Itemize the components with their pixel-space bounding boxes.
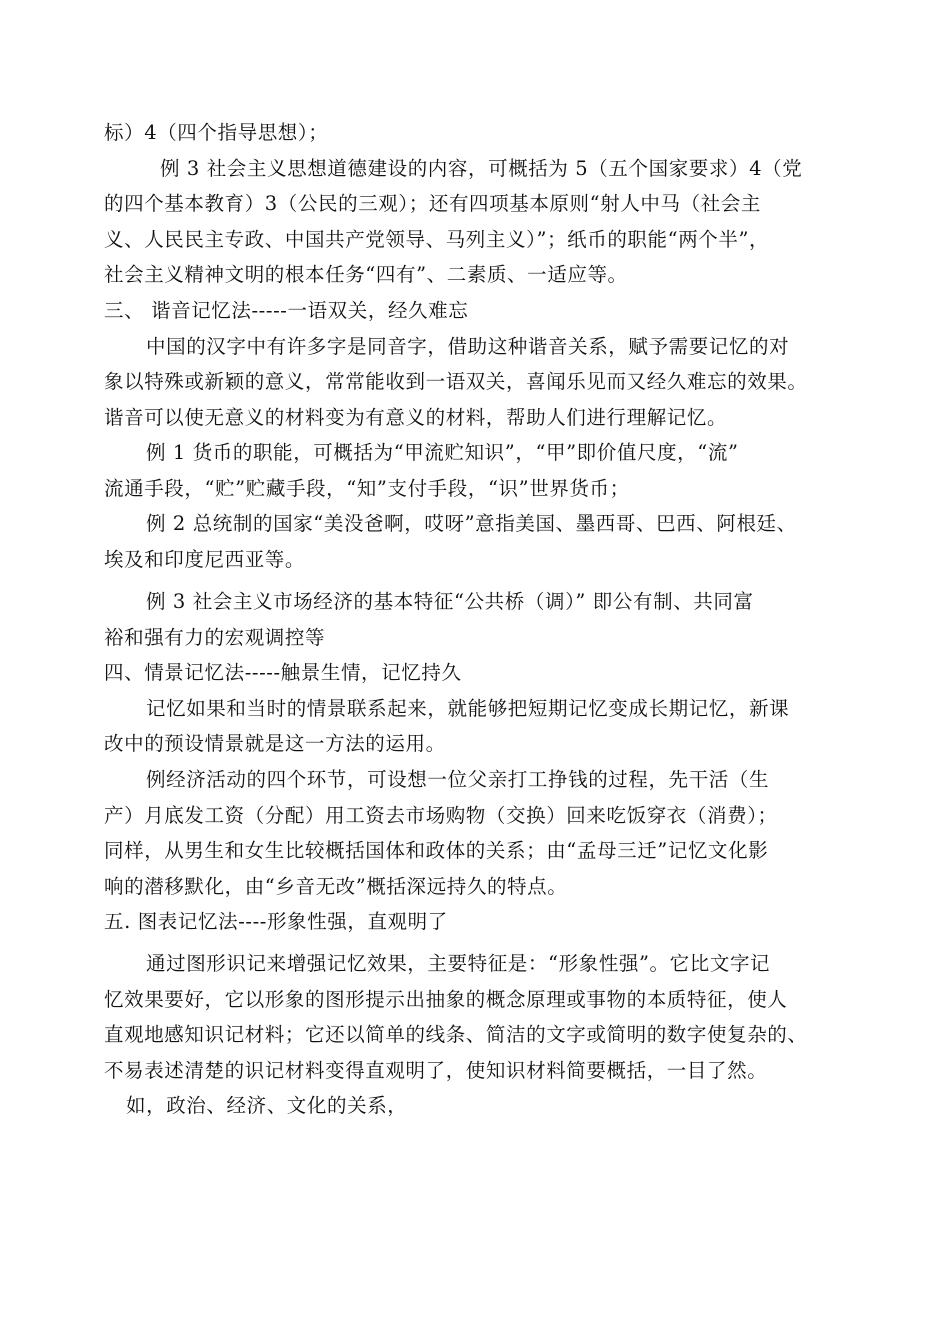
text-line: 谐音可以使无意义的材料变为有意义的材料，帮助人们进行理解记忆。 (104, 406, 728, 429)
text-line: 的四个基本教育）3（公民的三观）；还有四项基本原则“射人中马（社会主 (104, 192, 762, 215)
text-line: 埃及和印度尼西亚等。 (104, 548, 306, 571)
text-line: 流通手段，“贮”贮藏手段，“知”支付手段，“识”世界货币； (104, 477, 630, 500)
text-line: 例 1 货币的职能，可概括为“甲流贮知识”，“甲”即价值尺度，“流” (146, 441, 739, 464)
section-heading: 三、 谐音记忆法-----一语双关，经久难忘 (104, 299, 469, 322)
text-line: 改中的预设情景就是这一方法的运用。 (104, 732, 446, 755)
section-heading: 五. 图表记忆法----形象性强，直观明了 (104, 910, 448, 933)
text-line: 裕和强有力的宏观调控等 (104, 626, 326, 649)
text-line: 通过图形识记来增强记忆效果，主要特征是：“形象性强”。它比文字记 (146, 952, 771, 975)
text-line: 响的潜移默化，由“乡音无改”概括深远持久的特点。 (104, 875, 568, 898)
text-line: 义、人民民主专政、中国共产党领导、马列主义）”；纸币的职能“两个半”， (104, 228, 770, 251)
text-line: 同样，从男生和女生比较概括国体和政体的关系；由“孟母三迁”记忆文化影 (104, 839, 769, 862)
section-heading: 四、情景记忆法-----触景生情，记忆持久 (104, 661, 462, 684)
text-line: 社会主义精神文明的根本任务“四有”、二素质、一适应等。 (104, 263, 628, 286)
text-line: 不易表述清楚的识记材料变得直观明了，使知识材料简要概括，一目了然。 (104, 1059, 768, 1082)
text-line: 记忆如果和当时的情景联系起来，就能够把短期记忆变成长期记忆，新课 (146, 697, 790, 720)
text-line: 忆效果要好，它以形象的图形提示出抽象的概念原理或事物的本质特征，使人 (104, 988, 788, 1011)
text-line: 例 3 社会主义思想道德建设的内容，可概括为 5（五个国家要求）4（党 (160, 157, 803, 180)
text-line: 标）4（四个指导思想）； (104, 121, 329, 144)
text-line: 直观地感知识记材料；它还以简单的线条、简洁的文字或简明的数字使复杂的、 (104, 1023, 808, 1046)
text-line: 例 3 社会主义市场经济的基本特征“公共桥（调）” 即公有制、共同富 (146, 590, 754, 613)
text-line: 象以特殊或新颖的意义，常常能收到一语双关，喜闻乐见而又经久难忘的效果。 (104, 370, 808, 393)
text-line: 例 2 总统制的国家“美没爸啊，哎呀”意指美国、墨西哥、巴西、阿根廷、 (146, 512, 797, 535)
text-line: 如，政治、经济、文化的关系， (126, 1094, 408, 1117)
text-line: 例经济活动的四个环节，可设想一位父亲打工挣钱的过程，先干活（生 (146, 768, 770, 791)
text-line: 产）月底发工资（分配）用工资去市场购物（交换）回来吃饭穿衣（消费）； (104, 804, 778, 827)
text-line: 中国的汉字中有许多字是同音字，借助这种谐音关系，赋予需要记忆的对 (146, 335, 790, 358)
